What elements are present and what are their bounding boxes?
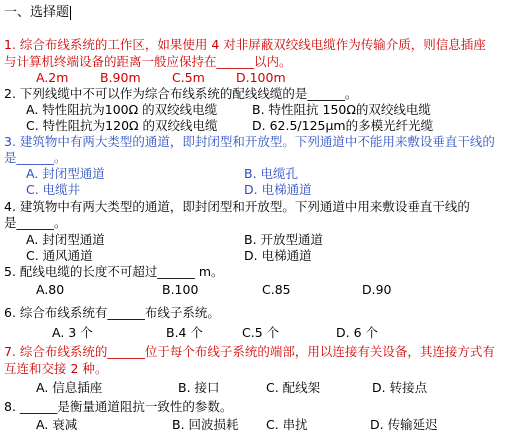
q8-option-b: B. 回波损耗: [172, 417, 239, 432]
q7-option-b: B. 接口: [178, 380, 220, 395]
q7-option-d: D. 转接点: [372, 380, 428, 395]
q4-option-d: D. 电梯通道: [244, 248, 312, 263]
q3-option-c: C. 电缆井: [26, 182, 81, 197]
question-8-line-1: 8. ______是衡量通道阻抗一致性的参数。: [4, 399, 233, 414]
q7-option-a: A. 信息插座: [36, 380, 103, 395]
q4-option-a: A. 封闭型通道: [26, 232, 105, 247]
q6-option-b: B.4 个: [166, 325, 203, 340]
q8-option-c: C. 串扰: [266, 417, 308, 432]
question-4-line-1: 4. 建筑物中有两大类型的通道，即封闭型和开放型。下列通道中用来敷设垂直干线的: [4, 199, 470, 214]
q1-option-c: C.5m: [172, 70, 205, 85]
q2-option-a: A. 特性阻抗为100Ω 的双绞线电缆: [26, 102, 218, 117]
question-3-line-1: 3. 建筑物中有两大类型的通道，即封闭型和开放型。下列通道中不能用来敷设垂直干线的: [4, 134, 495, 149]
q2-option-c: C. 特性阻抗为120Ω 的双绞线电缆: [26, 118, 218, 133]
question-2-line-1: 2. 下列线缆中不可以作为综合布线系统的配线线缆的是______。: [4, 86, 358, 101]
q2-option-b: B. 特性阻抗 150Ω的双绞线电缆: [252, 102, 431, 117]
question-7-line-1: 7. 综合布线系统的______位于每个布线子系统的端部，用以连接有关设备，其连接方式有: [4, 344, 495, 359]
question-1-line-2: 与计算机终端设备的距离一般应保持在______以内。: [4, 54, 292, 69]
q2-option-d: D. 62.5/125μm的多模光纤光缆: [252, 118, 434, 133]
q5-option-a: A.80: [36, 282, 65, 297]
q3-option-d: D. 电梯通道: [244, 182, 312, 197]
q3-option-a: A. 封闭型通道: [26, 166, 105, 181]
question-3-line-2: 是______。: [4, 150, 67, 165]
question-5-line-1: 5. 配线电缆的长度不可超过______ m。: [4, 264, 224, 279]
q6-option-d: D. 6 个: [336, 325, 378, 340]
q5-option-b: B.100: [162, 282, 199, 297]
q6-option-c: C.5 个: [242, 325, 280, 340]
section-title: 一、选择题: [4, 5, 70, 20]
question-6-line-1: 6. 综合布线系统有______布线子系统。: [4, 305, 220, 320]
q8-option-a: A. 衰减: [36, 417, 78, 432]
q6-option-a: A. 3 个: [52, 325, 93, 340]
q1-option-d: D.100m: [236, 70, 286, 85]
text-cursor: [70, 6, 71, 20]
q4-option-c: C. 通风通道: [26, 248, 93, 263]
question-7-line-2: 互连和交接 2 种。: [4, 361, 108, 376]
q1-option-b: B.90m: [100, 70, 141, 85]
question-4-line-2: 是______。: [4, 215, 67, 230]
question-1-line-1: 1. 综合布线系统的工作区，如果使用 4 对非屏蔽双绞线电缆作为传输介质，则信息插座: [4, 37, 486, 52]
q5-option-d: D.90: [362, 282, 392, 297]
q8-option-d: D. 传输延迟: [370, 417, 438, 432]
q7-option-c: C. 配线架: [266, 380, 321, 395]
q4-option-b: B. 开放型通道: [244, 232, 324, 247]
q3-option-b: B. 电缆孔: [244, 166, 299, 181]
q1-option-a: A.2m: [36, 70, 69, 85]
q5-option-c: C.85: [262, 282, 291, 297]
